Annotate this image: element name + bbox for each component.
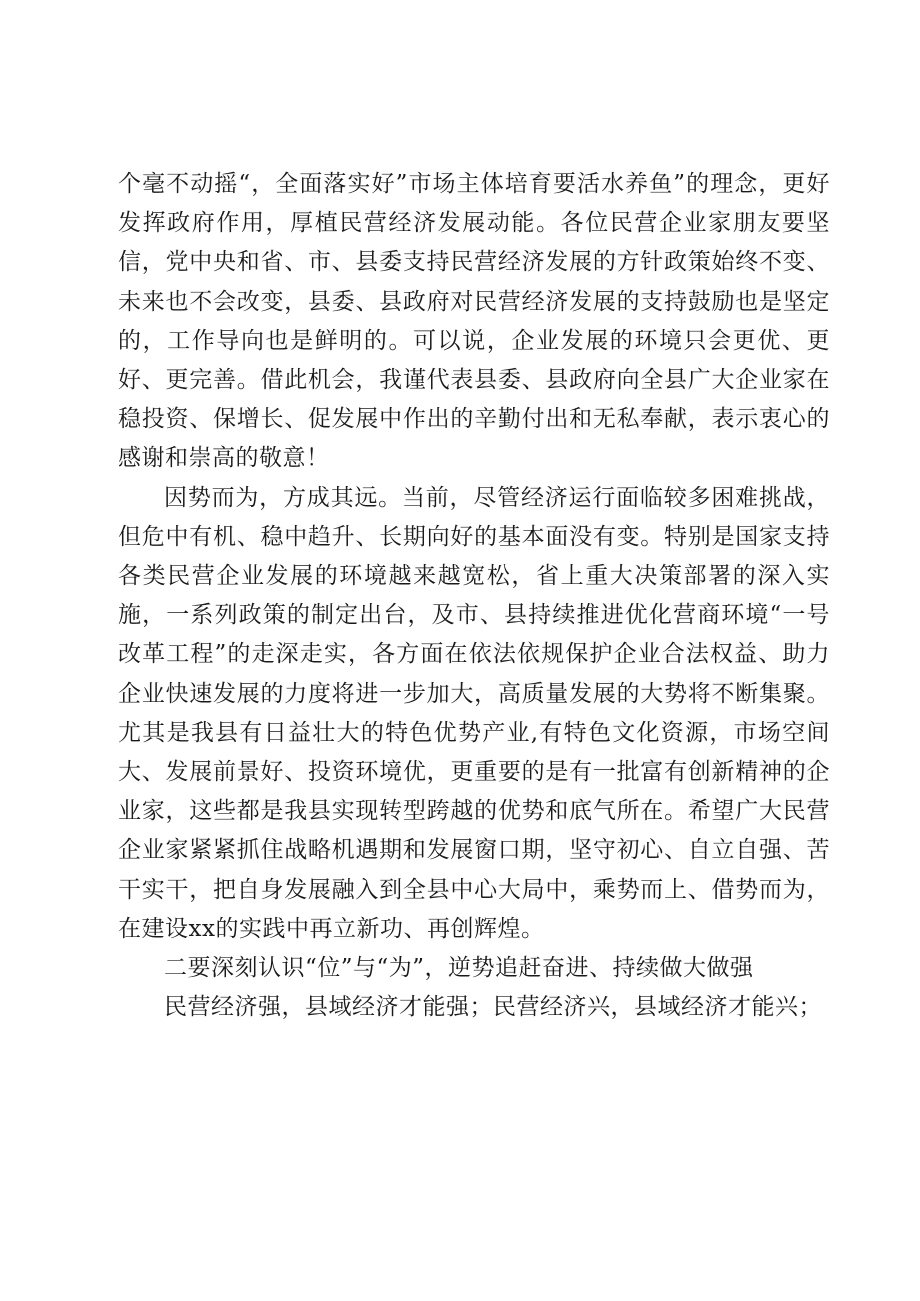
paragraph-trend: 因势而为，方成其远。当前，尽管经济运行面临较多困难挑战，但危中有机、稳中趋升、长期向好的基本面没有变。特别是国家支持各类民营企业发展的环境越来越宽松，省上重大决策部署的深入实施，一系列政策的制定出台，及市、县持续推进优化营商环境“一号改革工程”的走深走实，各方面在依法依规保护企业合法权益、助力企业快速发展的力度将进一步加大，高质量发展的大势将不断集聚。尤其是我县有日益壮大的特色优势产业,有特色文化资源，市场空间大、发展前景好、投资环境优，更重要的是有一批富有创新精神的企业家，这些都是我县实现转型跨越的优势和底气所在。希望广大民营企业家紧紧抓住战略机遇期和发展窗口期，坚守初心、自立自强、苦干实干，把自身发展融入到全县中心大局中，乘势而上、借势而为，在建设xx的实践中再立新功、再创辉煌。	[118, 484, 830, 942]
section-heading: 二要深刻认识“位”与“为”，逆势追赶奋进、持续做大做强	[164, 955, 754, 982]
paragraph-last: 民营经济强，县域经济才能强；民营经济兴，县域经济才能兴；	[164, 994, 822, 1021]
paragraph-continued: 个毫不动摇“，全面落实好”市场主体培育要活水养鱼”的理念，更好发挥政府作用，厚植民营经济发展动能。各位民营企业家朋友要坚信，党中央和省、市、县委支持民营经济发展的方针政策始终不变、未来也不会改变，县委、县政府对民营经济发展的支持鼓励也是坚定的，工作导向也是鲜明的。可以说，企业发展的环境只会更优、更好、更完善。借此机会，我谨代表县委、县政府向全县广大企业家在稳投资、保增长、促发展中作出的辛勤付出和无私奉献，表示衷心的感谢和崇高的敬意！	[118, 171, 830, 472]
document-body	[118, 165, 830, 1027]
